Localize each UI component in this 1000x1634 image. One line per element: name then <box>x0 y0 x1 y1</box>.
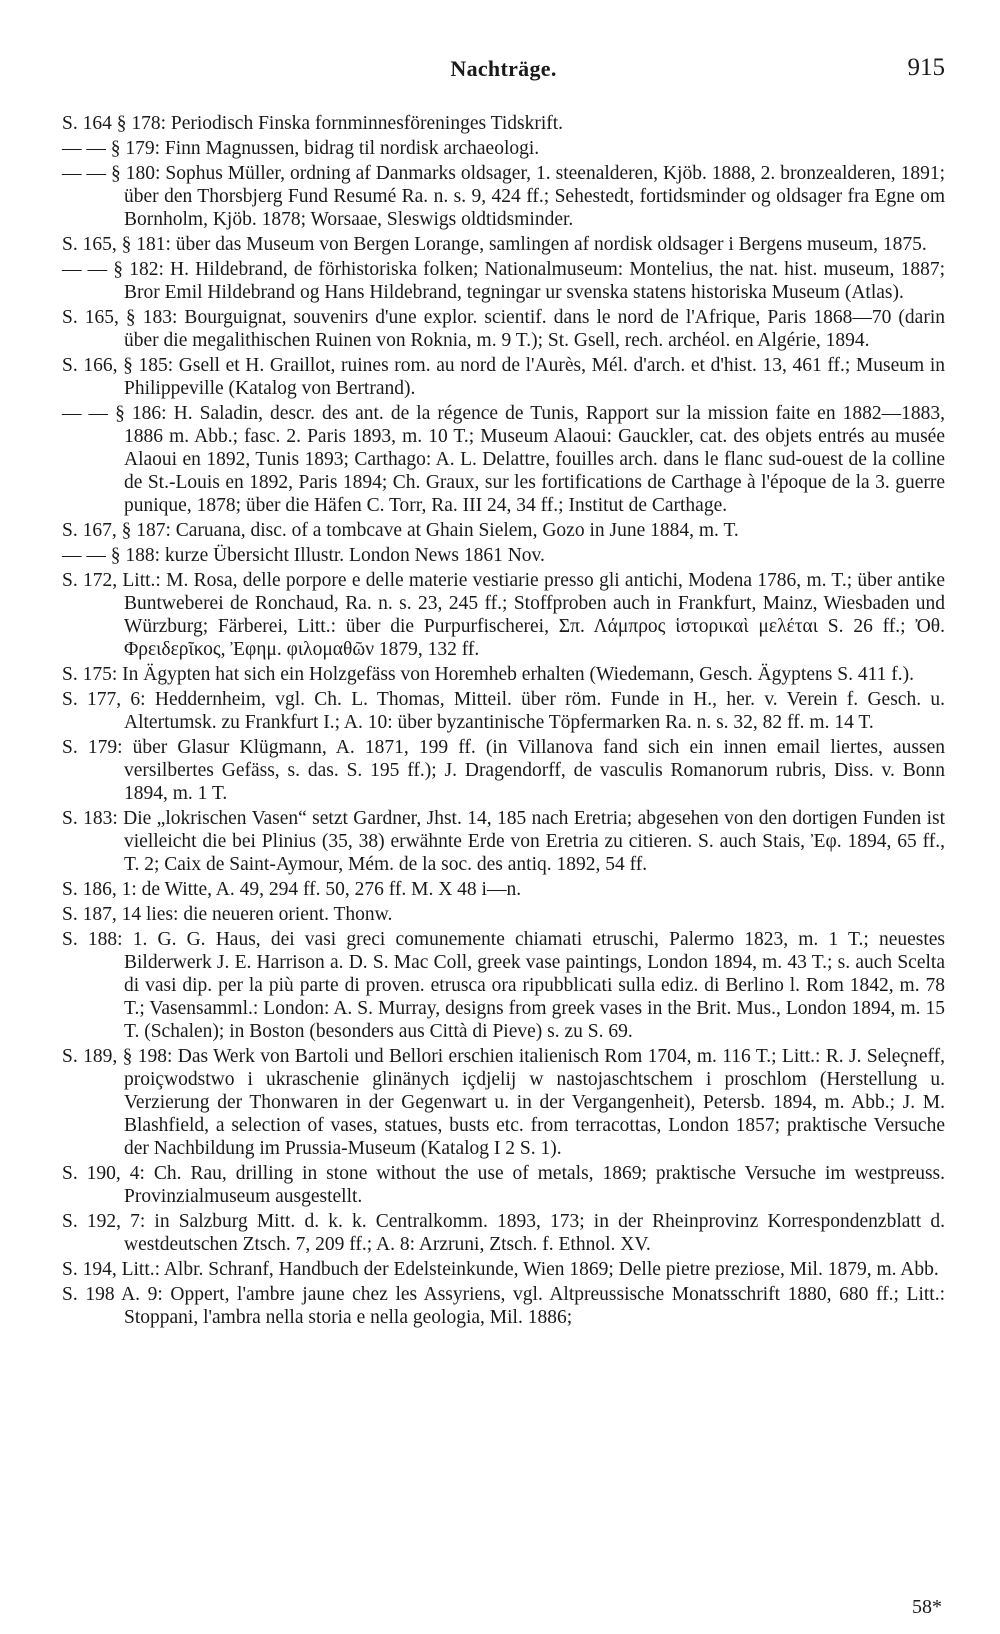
addenda-entry: S. 165, § 181: über das Museum von Bergen Lorange, samlingen af nordisk oldsager i Bergens museum, 1875. <box>62 234 927 255</box>
addenda-entry: S. 167, § 187: Caruana, disc. of a tombcave at Ghain Sielem, Gozo in June 1884, m. T. <box>62 520 739 541</box>
addenda-list <box>62 112 945 1331</box>
addenda-entry: S. 190, 4: Ch. Rau, drilling in stone without the use of metals, 1869; praktische Versuche im westpreuss. Provinzialmuseum ausgestellt. <box>62 1163 945 1207</box>
addenda-entry: — — § 179: Finn Magnussen, bidrag til nordisk archaeologi. <box>62 138 540 159</box>
addenda-entry: S. 179: über Glasur Klügmann, A. 1871, 199 ff. (in Villanova fand sich ein innen email liertes, aussen versilbertes Gefäss, s. das. S. 195 ff.); J. Dragendorff, de vasculis Romanorum rubris, Diss. v. Bonn 1894, m. 1 T. <box>62 737 945 804</box>
addenda-entry: S. 183: Die „lokrischen Vasen“ setzt Gardner, Jhst. 14, 185 nach Eretria; abgesehen von den dortigen Funden ist vielleicht die bei Plinius (35, 38) erwähnte Erde von Eretria zu citieren. S. auch Stais, Ἐφ. 1894, 65 ff., T. 2; Caix de Saint-Aymour, Mém. de la soc. des antiq. 1892, 54 ff. <box>62 808 945 875</box>
addenda-entry: S. 164 § 178: Periodisch Finska fornminnesföreninges Tidskrift. <box>62 113 564 134</box>
addenda-entry: S. 187, 14 lies: die neueren orient. Thonw. <box>62 904 393 925</box>
addenda-entry: S. 194, Litt.: Albr. Schranf, Handbuch der Edelsteinkunde, Wien 1869; Delle pietre preziose, Mil. 1879, m. Abb. <box>62 1259 939 1280</box>
addenda-entry: S. 165, § 183: Bourguignat, souvenirs d'une explor. scientif. dans le nord de l'Afrique, Paris 1868—70 (darin über die megalithischen Ruinen von Roknia, m. 9 T.); St. Gsell, rech. archéol. en Algérie, 1894. <box>62 307 945 351</box>
addenda-entry: S. 175: In Ägypten hat sich ein Holzgefäss von Horemheb erhalten (Wiedemann, Gesch. Ägyptens S. 411 f.). <box>62 664 914 685</box>
addenda-entry: — — § 186: H. Saladin, descr. des ant. de la régence de Tunis, Rapport sur la mission faite en 1882—1883, 1886 m. Abb.; fasc. 2. Paris 1893, m. 10 T.; Museum Alaoui: Gauckler, cat. des objets entrés au musée Alaoui en 1892, Tunis 1893; Carthago: A. L. Delattre, fouilles arch. dans le flanc sud-ouest de la colline de St.-Louis en 1892, Paris 1894; Ch. Graux, sur les fortifications de Carthage à l'époque de la 3. guerre punique, 1878; über die Häfen C. Torr, Ra. III 24, 34 ff.; Institut de Carthage. <box>62 403 945 516</box>
addenda-entry: S. 189, § 198: Das Werk von Bartoli und Bellori erschien italienisch Rom 1704, m. 116 T.; Litt.: R. J. Seleçneff, proiçwodstwo i ukraschenie glinänych içdjelij w nastojaschtschem i proschlom (Herstellung u. Verzierung der Thonwaren in der Gegenwart u. in der Vergangenheit), Petersb. 1894, m. Abb.; J. M. Blashfield, a selection of vases, statues, busts etc. from terracottas, London 1857; praktische Versuche der Nachbildung im Prussia-Museum (Katalog I 2 S. 1). <box>62 1046 945 1159</box>
addenda-entry: S. 188: 1. G. G. Haus, dei vasi greci comunemente chiamati etruschi, Palermo 1823, m. 1 T.; neuestes Bilderwerk J. E. Harrison a. D. S. Mac Coll, greek vase paintings, London 1894, m. 43 T.; s. auch Scelta di vasi dip. per la più parte di proven. etrusca ora ripubblicati sulla ediz. di Berlino l. Rom 1842, m. 78 T.; Vasensamml.: London: A. S. Murray, designs from greek vases in the Brit. Mus., London 1894, m. 15 T. (Schalen); in Boston (besonders aus Città di Pieve) s. zu S. 69. <box>62 929 945 1042</box>
addenda-entry: S. 172, Litt.: M. Rosa, delle porpore e delle materie vestiarie presso gli antichi, Modena 1786, m. T.; über antike Buntweberei de Ronchaud, Ra. n. s. 23, 245 ff.; Stoffproben auch in Frankfurt, Mainz, Wiesbaden und Würzburg; Färberei, Litt.: über die Purpurfischerei, Σπ. Λάμπρος ἱστορικαὶ μελέται S. 26 ff.; Ὀθ. Φρειδερῖκος, Ἐφημ. φιλομαθῶν 1879, 132 ff. <box>62 570 945 660</box>
running-title: Nachträge. <box>450 56 557 81</box>
addenda-entry: — — § 180: Sophus Müller, ordning af Danmarks oldsager, 1. steenalderen, Kjöb. 1888, 2. bronzealderen, 1891; über den Thorsbjerg Fund Resumé Ra. n. s. 9, 424 ff.; Sehestedt, fortidsminder og oldsager fra Egne om Bornholm, Kjöb. 1878; Worsaae, Sleswigs oldtidsminder. <box>62 163 945 230</box>
addenda-entry: — — § 188: kurze Übersicht Illustr. London News 1861 Nov. <box>62 545 545 566</box>
addenda-entry: S. 198 A. 9: Oppert, l'ambre jaune chez les Assyriens, vgl. Altpreussische Monatsschrift 1880, 680 ff.; Litt.: Stoppani, l'ambra nella storia e nella geologia, Mil. 1886; <box>62 1284 945 1328</box>
page-number: 915 <box>907 54 945 81</box>
page-header <box>62 44 945 94</box>
signature-mark: 58* <box>912 1596 942 1618</box>
addenda-entry: S. 177, 6: Heddernheim, vgl. Ch. L. Thomas, Mitteil. über röm. Funde in H., her. v. Verein f. Gesch. u. Altertumsk. zu Frankfurt I.; A. 10: über byzantinische Töpfermarken Ra. n. s. 32, 82 ff. m. 14 T. <box>62 689 945 733</box>
addenda-entry: S. 186, 1: de Witte, A. 49, 294 ff. 50, 276 ff. M. X 48 i—n. <box>62 879 522 900</box>
addenda-entry: S. 192, 7: in Salzburg Mitt. d. k. k. Centralkomm. 1893, 173; in der Rheinprovinz Korrespondenzblatt d. westdeutschen Ztsch. 7, 209 ff.; A. 8: Arzruni, Ztsch. f. Ethnol. XV. <box>62 1211 945 1255</box>
addenda-entry: S. 166, § 185: Gsell et H. Graillot, ruines rom. au nord de l'Aurès, Mél. d'arch. et d'hist. 13, 461 ff.; Museum in Philippeville (Katalog von Bertrand). <box>62 355 945 399</box>
addenda-entry: — — § 182: H. Hildebrand, de förhistoriska folken; Nationalmuseum: Montelius, the nat. hist. museum, 1887; Bror Emil Hildebrand og Hans Hildebrand, tegningar ur svenska statens historiska Museum (Atlas). <box>62 259 945 303</box>
